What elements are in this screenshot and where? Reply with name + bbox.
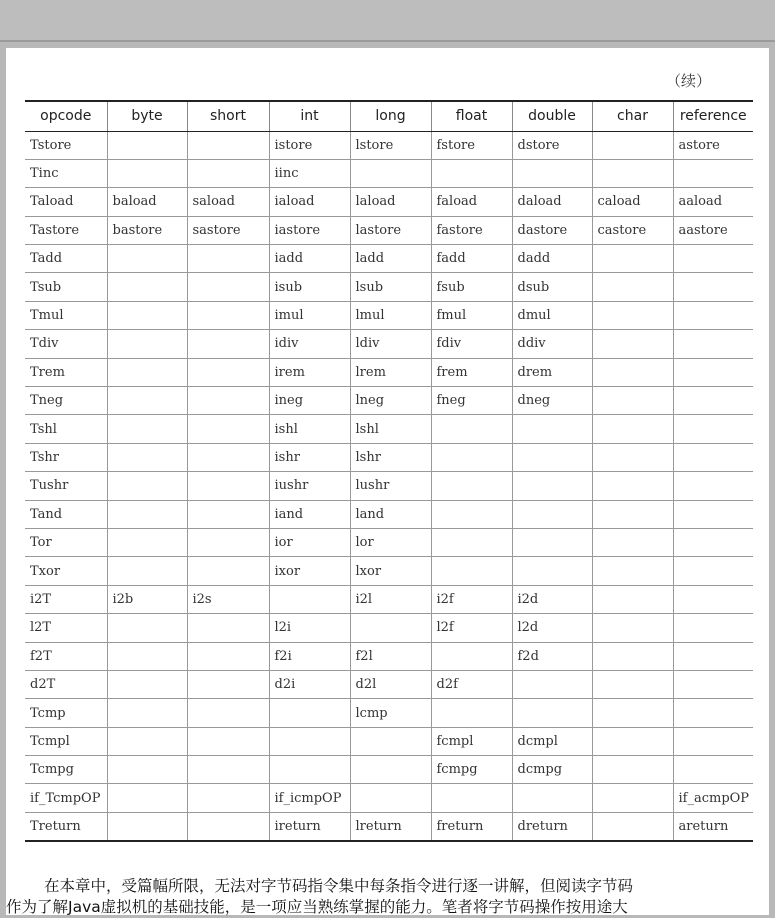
paragraph-line-1: 在本章中，受篇幅所限，无法对字节码指令集中每条指令进行逐一讲解，但阅读字节码 <box>44 877 634 895</box>
continued-label: （续） <box>665 72 711 90</box>
viewer-toolbar <box>0 0 775 42</box>
instruction-cell <box>673 557 753 585</box>
instruction-cell <box>673 301 753 329</box>
instruction-cell <box>107 528 187 556</box>
instruction-cell <box>512 670 592 698</box>
instruction-cell: fstore <box>431 131 512 159</box>
table-row <box>25 557 753 585</box>
instruction-cell: sastore <box>187 216 269 244</box>
instruction-cell <box>187 699 269 727</box>
instruction-cell: areturn <box>673 812 753 840</box>
table-row <box>25 301 753 329</box>
instruction-cell <box>592 756 673 784</box>
table-row <box>25 756 753 784</box>
instruction-cell: l2i <box>269 614 350 642</box>
instruction-cell: fcmpg <box>431 756 512 784</box>
instruction-cell: lmul <box>350 301 431 329</box>
table-row <box>25 443 753 471</box>
instruction-cell <box>673 415 753 443</box>
instruction-cell <box>187 727 269 755</box>
instruction-cell <box>512 443 592 471</box>
table-row <box>25 614 753 642</box>
instruction-cell <box>187 557 269 585</box>
instruction-cell <box>592 812 673 840</box>
instruction-cell <box>592 131 673 159</box>
instruction-cell <box>673 585 753 613</box>
opcode-cell: Tshr <box>25 443 107 471</box>
instruction-cell: aaload <box>673 188 753 216</box>
instruction-cell: f2d <box>512 642 592 670</box>
instruction-cell: d2l <box>350 670 431 698</box>
instruction-cell: lxor <box>350 557 431 585</box>
table-row <box>25 415 753 443</box>
instruction-cell <box>431 784 512 812</box>
table-row <box>25 330 753 358</box>
instruction-cell <box>431 642 512 670</box>
instruction-cell: idiv <box>269 330 350 358</box>
instruction-cell <box>592 273 673 301</box>
instruction-cell <box>673 614 753 642</box>
opcode-cell: Tand <box>25 500 107 528</box>
instruction-cell: lreturn <box>350 812 431 840</box>
instruction-cell <box>269 699 350 727</box>
instruction-cell <box>592 614 673 642</box>
instruction-cell <box>107 131 187 159</box>
opcode-cell: i2T <box>25 585 107 613</box>
instruction-cell: dadd <box>512 245 592 273</box>
opcode-cell: Tneg <box>25 387 107 415</box>
instruction-cell: i2f <box>431 585 512 613</box>
instruction-cell: land <box>350 500 431 528</box>
instruction-cell <box>107 642 187 670</box>
instruction-cell: lstore <box>350 131 431 159</box>
opcode-cell: Tushr <box>25 472 107 500</box>
instruction-cell: fmul <box>431 301 512 329</box>
instruction-cell: ishr <box>269 443 350 471</box>
opcode-cell: Tstore <box>25 131 107 159</box>
instruction-cell <box>431 443 512 471</box>
table-row <box>25 670 753 698</box>
instruction-cell <box>673 699 753 727</box>
instruction-cell <box>592 642 673 670</box>
table-header-row <box>25 101 753 131</box>
instruction-cell: l2d <box>512 614 592 642</box>
instruction-cell <box>431 500 512 528</box>
instruction-cell <box>107 415 187 443</box>
instruction-cell: ladd <box>350 245 431 273</box>
column-header: opcode <box>25 101 107 131</box>
instruction-cell: l2f <box>431 614 512 642</box>
instruction-cell <box>350 159 431 187</box>
instruction-cell: dstore <box>512 131 592 159</box>
instruction-cell: fcmpl <box>431 727 512 755</box>
instruction-cell: iand <box>269 500 350 528</box>
instruction-cell: isub <box>269 273 350 301</box>
instruction-cell <box>592 500 673 528</box>
instruction-cell <box>673 500 753 528</box>
instruction-cell <box>107 301 187 329</box>
instruction-cell <box>592 472 673 500</box>
instruction-cell <box>187 812 269 840</box>
instruction-cell: i2l <box>350 585 431 613</box>
instruction-cell: fdiv <box>431 330 512 358</box>
instruction-cell <box>107 443 187 471</box>
opcode-cell: Tcmpg <box>25 756 107 784</box>
instruction-cell: d2f <box>431 670 512 698</box>
instruction-cell <box>350 614 431 642</box>
instruction-cell <box>592 670 673 698</box>
instruction-cell: ldiv <box>350 330 431 358</box>
instruction-cell <box>673 159 753 187</box>
table-row <box>25 500 753 528</box>
table-row <box>25 273 753 301</box>
instruction-cell <box>512 528 592 556</box>
instruction-cell <box>592 387 673 415</box>
instruction-cell: iadd <box>269 245 350 273</box>
instruction-cell <box>512 784 592 812</box>
instruction-cell <box>107 557 187 585</box>
instruction-cell <box>592 585 673 613</box>
table-row <box>25 159 753 187</box>
table-body <box>25 131 753 841</box>
opcode-cell: Tadd <box>25 245 107 273</box>
instruction-cell: istore <box>269 131 350 159</box>
instruction-cell: iaload <box>269 188 350 216</box>
table-row <box>25 188 753 216</box>
instruction-cell <box>592 557 673 585</box>
instruction-cell: dsub <box>512 273 592 301</box>
opcode-cell: Tinc <box>25 159 107 187</box>
instruction-cell <box>673 273 753 301</box>
instruction-cell <box>187 472 269 500</box>
opcode-cell: l2T <box>25 614 107 642</box>
instruction-cell <box>431 159 512 187</box>
instruction-cell <box>592 159 673 187</box>
instruction-cell <box>673 443 753 471</box>
instruction-cell: if_icmpOP <box>269 784 350 812</box>
instruction-cell <box>187 330 269 358</box>
instruction-cell: ior <box>269 528 350 556</box>
instruction-cell: dmul <box>512 301 592 329</box>
column-header: byte <box>107 101 187 131</box>
instruction-cell <box>187 443 269 471</box>
instruction-cell <box>187 756 269 784</box>
instruction-cell: i2b <box>107 585 187 613</box>
instruction-cell <box>512 500 592 528</box>
instruction-cell <box>187 415 269 443</box>
instruction-cell <box>350 727 431 755</box>
instruction-cell: f2i <box>269 642 350 670</box>
instruction-cell <box>269 756 350 784</box>
instruction-cell: lastore <box>350 216 431 244</box>
instruction-cell <box>107 387 187 415</box>
instruction-cell: drem <box>512 358 592 386</box>
instruction-cell: ixor <box>269 557 350 585</box>
instruction-cell <box>673 245 753 273</box>
instruction-cell <box>673 528 753 556</box>
table-row <box>25 784 753 812</box>
opcode-cell: f2T <box>25 642 107 670</box>
instruction-cell: lor <box>350 528 431 556</box>
table-row <box>25 812 753 840</box>
instruction-cell <box>673 387 753 415</box>
instruction-cell: fsub <box>431 273 512 301</box>
instruction-cell: dcmpl <box>512 727 592 755</box>
instruction-cell <box>431 472 512 500</box>
column-header: int <box>269 101 350 131</box>
opcode-cell: Tsub <box>25 273 107 301</box>
instruction-cell <box>431 528 512 556</box>
instruction-cell <box>431 699 512 727</box>
instruction-cell: fastore <box>431 216 512 244</box>
instruction-cell <box>512 699 592 727</box>
opcode-cell: Tor <box>25 528 107 556</box>
instruction-cell <box>187 500 269 528</box>
instruction-cell: i2s <box>187 585 269 613</box>
instruction-cell <box>350 756 431 784</box>
opcode-cell: Tdiv <box>25 330 107 358</box>
instruction-cell: laload <box>350 188 431 216</box>
instruction-cell: lshl <box>350 415 431 443</box>
instruction-cell: if_acmpOP <box>673 784 753 812</box>
instruction-cell <box>187 273 269 301</box>
instruction-cell <box>187 301 269 329</box>
table-row <box>25 245 753 273</box>
instruction-cell <box>107 472 187 500</box>
instruction-cell <box>187 131 269 159</box>
instruction-cell <box>107 784 187 812</box>
opcode-cell: Tshl <box>25 415 107 443</box>
opcode-cell: Tcmp <box>25 699 107 727</box>
document-page <box>6 48 769 915</box>
table-row <box>25 131 753 159</box>
instruction-cell <box>592 245 673 273</box>
instruction-cell <box>350 784 431 812</box>
instruction-cell <box>187 784 269 812</box>
instruction-cell <box>512 557 592 585</box>
instruction-cell: dneg <box>512 387 592 415</box>
instruction-cell <box>512 159 592 187</box>
opcode-cell: Txor <box>25 557 107 585</box>
instruction-cell <box>107 756 187 784</box>
instruction-cell: lneg <box>350 387 431 415</box>
instruction-cell: d2i <box>269 670 350 698</box>
opcode-cell: Treturn <box>25 812 107 840</box>
instruction-cell <box>269 727 350 755</box>
instruction-cell: faload <box>431 188 512 216</box>
column-header: float <box>431 101 512 131</box>
instruction-cell: ishl <box>269 415 350 443</box>
instruction-cell: dcmpg <box>512 756 592 784</box>
instruction-cell: iinc <box>269 159 350 187</box>
instruction-cell: i2d <box>512 585 592 613</box>
instruction-cell <box>673 670 753 698</box>
instruction-cell <box>107 614 187 642</box>
table-row <box>25 642 753 670</box>
instruction-cell <box>431 557 512 585</box>
instruction-cell <box>269 585 350 613</box>
instruction-cell <box>512 472 592 500</box>
instruction-cell <box>107 245 187 273</box>
instruction-cell: imul <box>269 301 350 329</box>
instruction-cell <box>187 670 269 698</box>
instruction-cell <box>673 472 753 500</box>
column-header: char <box>592 101 673 131</box>
instruction-cell <box>673 330 753 358</box>
instruction-cell <box>592 443 673 471</box>
instruction-cell: ineg <box>269 387 350 415</box>
instruction-cell <box>187 528 269 556</box>
instruction-cell <box>673 358 753 386</box>
instruction-cell <box>187 614 269 642</box>
instruction-cell <box>431 415 512 443</box>
instruction-cell: frem <box>431 358 512 386</box>
instruction-cell: fneg <box>431 387 512 415</box>
instruction-cell <box>592 330 673 358</box>
instruction-cell <box>107 273 187 301</box>
instruction-cell: iushr <box>269 472 350 500</box>
instruction-cell <box>187 642 269 670</box>
table-row <box>25 727 753 755</box>
instruction-cell: lrem <box>350 358 431 386</box>
instruction-cell: ireturn <box>269 812 350 840</box>
instruction-cell <box>107 159 187 187</box>
opcode-cell: Tastore <box>25 216 107 244</box>
opcode-cell: Tmul <box>25 301 107 329</box>
opcode-cell: d2T <box>25 670 107 698</box>
instruction-cell: freturn <box>431 812 512 840</box>
instruction-cell <box>592 415 673 443</box>
instruction-cell: saload <box>187 188 269 216</box>
instruction-cell <box>107 330 187 358</box>
body-paragraph <box>6 876 769 918</box>
instruction-cell: iastore <box>269 216 350 244</box>
column-header: double <box>512 101 592 131</box>
table-row <box>25 528 753 556</box>
instruction-cell <box>673 756 753 784</box>
instruction-cell <box>673 642 753 670</box>
instruction-cell <box>592 301 673 329</box>
instruction-cell <box>187 245 269 273</box>
instruction-cell: f2l <box>350 642 431 670</box>
instruction-cell <box>592 358 673 386</box>
column-header: short <box>187 101 269 131</box>
table-row <box>25 358 753 386</box>
instruction-cell: dreturn <box>512 812 592 840</box>
table-row <box>25 472 753 500</box>
instruction-cell: lsub <box>350 273 431 301</box>
instruction-cell: astore <box>673 131 753 159</box>
instruction-cell <box>592 784 673 812</box>
instruction-cell <box>592 528 673 556</box>
instruction-cell <box>187 358 269 386</box>
instruction-cell <box>512 415 592 443</box>
instruction-cell: castore <box>592 216 673 244</box>
instruction-cell: bastore <box>107 216 187 244</box>
instruction-cell: fadd <box>431 245 512 273</box>
instruction-cell: lushr <box>350 472 431 500</box>
instruction-cell <box>107 727 187 755</box>
instruction-cell: irem <box>269 358 350 386</box>
instruction-cell: daload <box>512 188 592 216</box>
opcode-cell: if_TcmpOP <box>25 784 107 812</box>
instruction-cell <box>107 699 187 727</box>
instruction-cell: lshr <box>350 443 431 471</box>
instruction-cell <box>187 387 269 415</box>
instruction-cell <box>107 500 187 528</box>
column-header: reference <box>673 101 753 131</box>
instruction-cell <box>673 727 753 755</box>
instruction-cell <box>592 727 673 755</box>
instruction-cell: dastore <box>512 216 592 244</box>
table-row <box>25 216 753 244</box>
instruction-cell <box>107 670 187 698</box>
instruction-cell <box>592 699 673 727</box>
opcode-cell: Taload <box>25 188 107 216</box>
instruction-cell: aastore <box>673 216 753 244</box>
table-row <box>25 699 753 727</box>
instruction-cell <box>107 812 187 840</box>
table-row <box>25 387 753 415</box>
instruction-cell: baload <box>107 188 187 216</box>
instruction-cell: caload <box>592 188 673 216</box>
paragraph-line-2: 作为了解Java虚拟机的基础技能，是一项应当熟练掌握的能力。笔者将字节码操作按用途大 <box>6 898 628 916</box>
instruction-cell <box>187 159 269 187</box>
column-header: long <box>350 101 431 131</box>
table-row <box>25 585 753 613</box>
opcode-cell: Tcmpl <box>25 727 107 755</box>
opcode-cell: Trem <box>25 358 107 386</box>
instruction-cell: ddiv <box>512 330 592 358</box>
instruction-cell <box>107 358 187 386</box>
opcode-type-table <box>25 100 753 842</box>
instruction-cell: lcmp <box>350 699 431 727</box>
